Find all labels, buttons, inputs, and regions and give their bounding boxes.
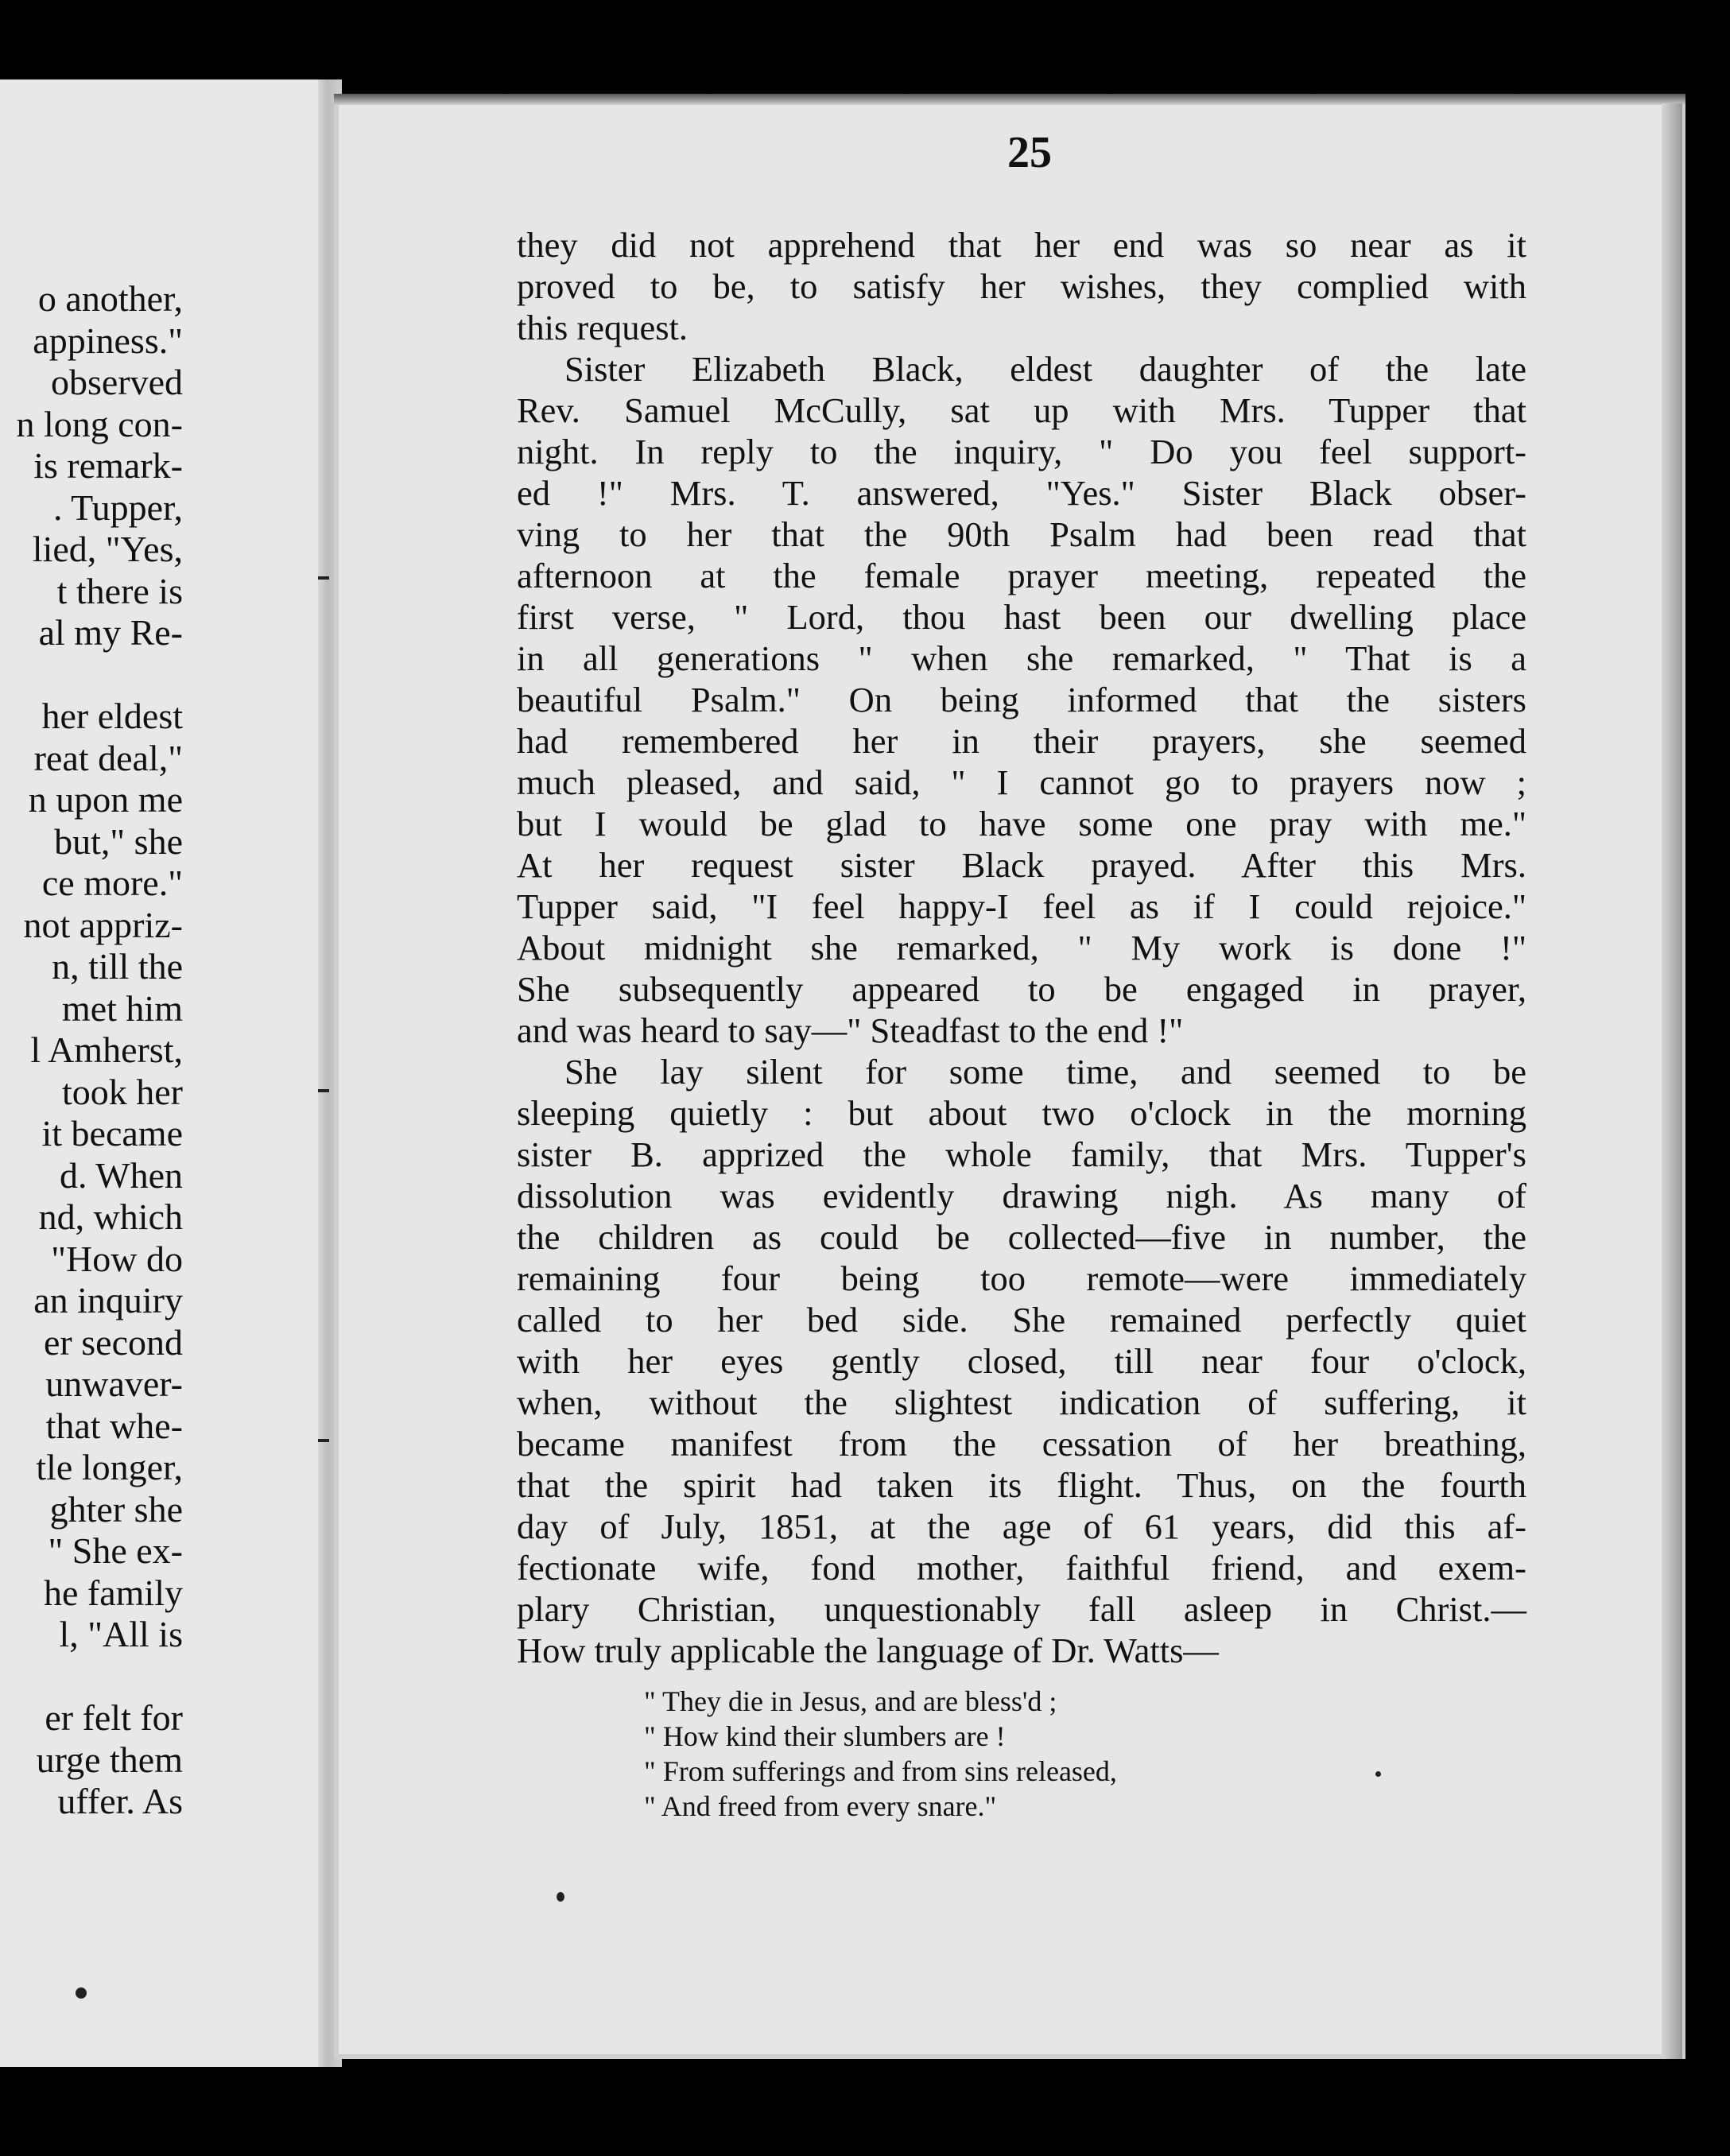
gutter-mark <box>318 1089 329 1092</box>
right-page-top-edge <box>334 94 1685 105</box>
left-page-line: n long con- <box>16 403 183 444</box>
body-line: remaining four being too remote—were immediately <box>517 1258 1526 1298</box>
body-line: but I would be glad to have some one pray with me." <box>517 804 1526 843</box>
verse-line: " And freed from every snare." <box>644 1790 997 1822</box>
body-line: night. In reply to the inquiry, " Do you feel support- <box>517 432 1526 471</box>
body-line: proved to be, to satisfy her wishes, they complied with <box>517 266 1526 306</box>
left-page-line: is remark- <box>33 445 183 486</box>
body-line: called to her bed side. She remained perfectly quiet <box>517 1300 1526 1340</box>
body-line: At her request sister Black prayed. After this Mrs. <box>517 845 1526 885</box>
body-line: this request. <box>517 308 689 347</box>
left-page-line: appiness." <box>33 320 183 361</box>
verse-line: " How kind their slumbers are ! <box>644 1720 1006 1752</box>
body-line: sister B. apprized the whole family, that Mrs. Tupper's <box>517 1134 1526 1174</box>
body-line: Tupper said, "I feel happy-I feel as if I could rejoice." <box>517 886 1526 926</box>
verse-line: " From sufferings and from sins released, <box>644 1755 1117 1787</box>
body-line: had remembered her in their prayers, she seemed <box>517 721 1526 761</box>
body-line: Rev. Samuel McCully, sat up with Mrs. Tupper that <box>517 390 1526 430</box>
ink-speck <box>557 1892 564 1902</box>
hymn-quotation <box>644 1684 1360 1824</box>
body-line: ving to her that the 90th Psalm had been read that <box>517 514 1526 554</box>
body-line: that the spirit had taken its flight. Thus, on the fourth <box>517 1465 1526 1505</box>
ink-speck <box>1375 1771 1381 1777</box>
body-line: Sister Elizabeth Black, eldest daughter of the late <box>564 349 1526 389</box>
left-page-line: but," she <box>54 820 183 862</box>
left-page-line: tle longer, <box>36 1447 183 1487</box>
body-line: dissolution was evidently drawing nigh. As many of <box>517 1176 1526 1216</box>
film-frame-bottom <box>0 2067 1730 2156</box>
right-page-fore-edge <box>1662 103 1682 2059</box>
left-page-line: "How do <box>51 1238 183 1279</box>
gutter-mark <box>318 1439 329 1442</box>
left-page-line: l Amherst, <box>30 1030 183 1070</box>
body-line: She lay silent for some time, and seemed to be <box>564 1052 1526 1092</box>
body-line: beautiful Psalm." On being informed that the sisters <box>517 680 1526 719</box>
left-page-line: er second <box>44 1321 183 1363</box>
body-line: first verse, " Lord, thou hast been our dwelling place <box>517 597 1526 637</box>
body-text <box>517 224 1526 1671</box>
left-page-line: observed <box>50 362 183 402</box>
body-line: and was heard to say—" Steadfast to the end !" <box>517 1010 1184 1050</box>
left-page-fragment <box>0 79 330 2067</box>
body-line: the children as could be collected—five in number, the <box>517 1217 1526 1257</box>
left-page-line: met him <box>61 987 183 1029</box>
body-line: became manifest from the cessation of her breathing, <box>517 1424 1526 1464</box>
left-page-line: took her <box>61 1071 183 1112</box>
left-page-line: uffer. As <box>57 1781 183 1821</box>
left-page-line: " She ex- <box>48 1530 183 1571</box>
body-line: when, without the slightest indication of suffering, it <box>517 1382 1526 1422</box>
left-page-line: n, till the <box>52 946 183 987</box>
left-page-line: er felt for <box>45 1697 183 1738</box>
left-page-line: it became <box>41 1113 183 1154</box>
body-line: How truly applicable the language of Dr. Watts— <box>517 1631 1219 1670</box>
body-line: She subsequently appeared to be engaged in prayer, <box>517 969 1526 1009</box>
body-line: afternoon at the female prayer meeting, repeated the <box>517 556 1526 595</box>
left-page-line: urge them <box>36 1739 183 1780</box>
body-line: sleeping quietly : but about two o'clock in the morning <box>517 1093 1526 1133</box>
left-page-line: ghter she <box>49 1488 183 1530</box>
left-page-line: t there is <box>56 570 183 611</box>
left-page-line: that whe- <box>45 1405 183 1446</box>
body-line: much pleased, and said, " I cannot go to prayers now ; <box>517 762 1526 802</box>
left-page-line: ce more." <box>41 863 183 903</box>
body-line: fectionate wife, fond mother, faithful friend, and exem- <box>517 1548 1526 1588</box>
body-line: plary Christian, unquestionably fall asleep in Christ.— <box>517 1589 1526 1629</box>
left-page-line: lied, "Yes, <box>32 529 183 569</box>
body-line: day of July, 1851, at the age of 61 years, did this af- <box>517 1506 1526 1546</box>
page-number: 25 <box>1007 128 1052 177</box>
left-page-line: an inquiry <box>33 1280 183 1320</box>
left-page-line: . Tupper, <box>52 487 183 528</box>
body-line: they did not apprehend that her end was so near as it <box>517 225 1526 265</box>
left-page-line: n upon me <box>28 779 183 820</box>
left-page-line: l, "All is <box>59 1614 183 1654</box>
film-frame-top <box>0 0 1730 72</box>
left-page-line: unwaver- <box>45 1363 183 1404</box>
body-line: with her eyes gently closed, till near four o'clock, <box>517 1341 1526 1381</box>
left-page-line: not appriz- <box>23 904 183 945</box>
ink-speck <box>76 1987 87 1999</box>
left-page-line: he family <box>44 1572 183 1613</box>
left-page-line: reat deal," <box>33 737 183 778</box>
verse-line: " They die in Jesus, and are bless'd ; <box>644 1685 1057 1717</box>
body-line: About midnight she remarked, " My work is done !" <box>517 928 1526 967</box>
left-page-line: al my Re- <box>38 612 183 653</box>
body-line: in all generations " when she remarked, " That is a <box>517 638 1526 678</box>
gutter-mark <box>318 576 329 580</box>
left-page-line: o another, <box>37 278 183 319</box>
body-line: ed !" Mrs. T. answered, "Yes." Sister Black obser- <box>517 473 1526 513</box>
left-page-line: d. When <box>59 1154 183 1196</box>
left-page-line: her eldest <box>41 696 183 736</box>
left-page-line: nd, which <box>38 1196 183 1237</box>
